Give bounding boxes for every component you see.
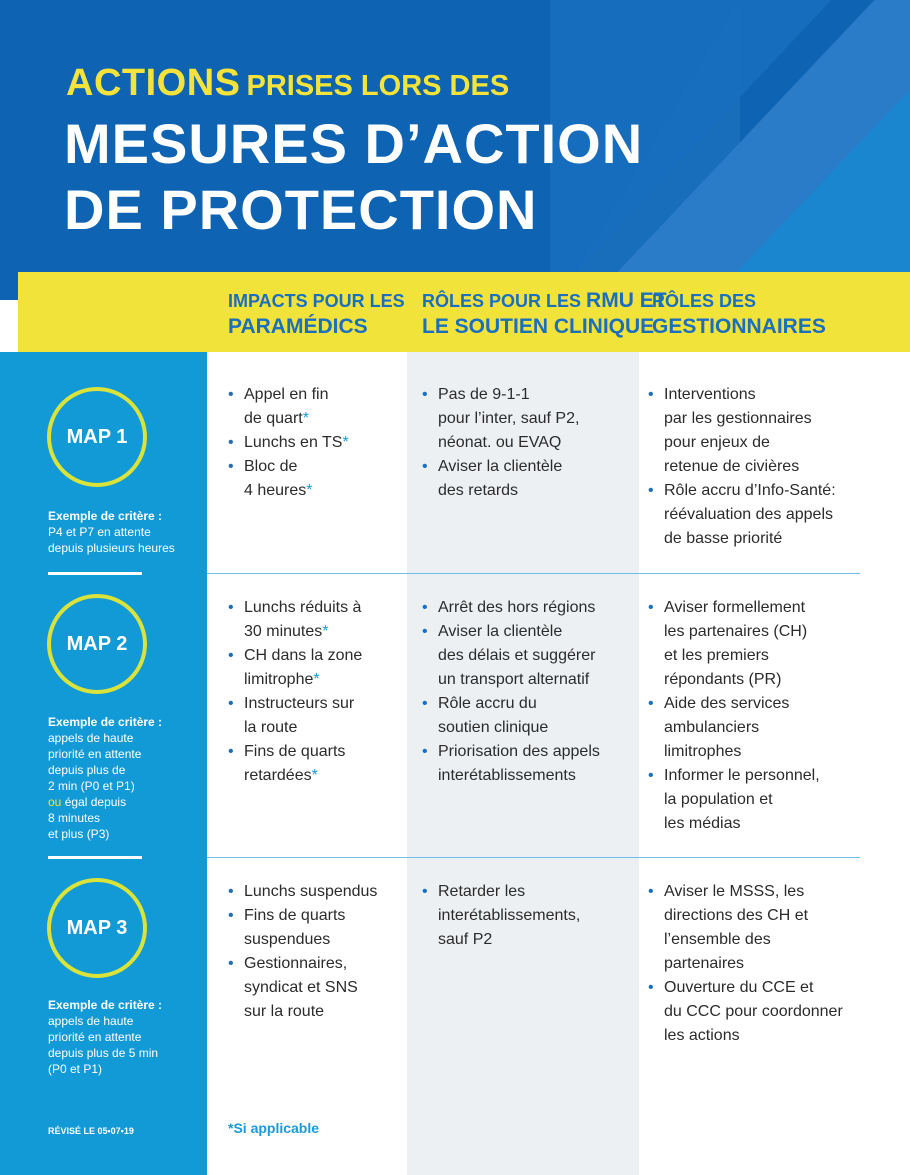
list-item-line: retenue de civières (664, 458, 800, 475)
list-item-line: 30 minutes (244, 623, 323, 640)
list-item-line: Lunchs en TS (244, 434, 343, 451)
list-item-line: un transport alternatif (438, 671, 590, 688)
column-header-line: RÔLES DES (652, 291, 757, 311)
list-item-line: la population et (664, 791, 773, 808)
list-item (228, 596, 398, 644)
list-item-line: • Aviser le MSSS, les (664, 883, 805, 900)
list-item-line: • Priorisation des appels (438, 743, 600, 760)
criteria-line: appels de haute (48, 1014, 134, 1028)
list-item-line: les actions (664, 1027, 740, 1044)
map-2-rmu-list (422, 596, 637, 788)
list-item (648, 976, 903, 1048)
list-item-line: • Rôle accru du (438, 695, 537, 712)
list-item-line: • Fins de quarts (244, 907, 346, 924)
list-item-line: directions des CH et (664, 907, 809, 924)
list-item-line: partenaires (664, 955, 745, 972)
list-item-line: • Arrêt des hors régions (438, 599, 596, 616)
list-item-line: limitrophe (244, 671, 314, 688)
list-item-line: sauf P2 (438, 931, 493, 948)
list-item-line: 4 heures (244, 482, 307, 499)
list-item-line: néonat. ou EVAQ (438, 434, 562, 451)
list-item-line: • CH dans la zone (244, 647, 363, 664)
list-item (648, 479, 898, 551)
asterisk: * (302, 410, 309, 427)
list-item-line: • Rôle accru d’Info-Santé: (664, 482, 836, 499)
map-label: MAP 2 (66, 633, 128, 655)
list-item-line: la route (244, 719, 298, 736)
list-item (228, 904, 403, 952)
list-item-line: • Informer le personnel, (664, 767, 820, 784)
list-item (228, 952, 403, 1024)
list-item-line: suspendues (244, 931, 331, 948)
map-3-paramedics-list (228, 880, 403, 1024)
list-item (648, 383, 898, 479)
list-item (228, 740, 398, 788)
list-item-line: réévaluation des appels (664, 506, 834, 523)
criteria-line: P4 et P7 en attente (48, 525, 151, 539)
list-item-line: sur la route (244, 1003, 325, 1020)
map-3-rmu-list (422, 880, 632, 952)
criteria-line: depuis plusieurs heures (48, 541, 175, 555)
list-item-line: • Retarder les (438, 883, 526, 900)
footnote: *Si applicable (228, 1120, 320, 1136)
list-item-line: de basse priorité (664, 530, 783, 547)
list-item-line: les médias (664, 815, 741, 832)
column-header-line: GESTIONNAIRES (652, 315, 826, 338)
map-2-criteria (48, 714, 162, 842)
list-item (648, 880, 903, 976)
revision-date: RÉVISÉ LE 05•07•19 (48, 1126, 134, 1136)
sidebar-divider (48, 856, 142, 859)
criteria-or-rest: égal depuis (61, 795, 127, 809)
map-label: MAP 1 (66, 426, 128, 448)
column-header-line: PARAMÉDICS (228, 315, 368, 338)
list-item-line: limitrophes (664, 743, 742, 760)
list-item (228, 692, 398, 740)
list-item-line: • Aviser la clientèle (438, 623, 563, 640)
map-1-rmu-list (422, 383, 632, 503)
list-item-line: • Instructeurs sur (244, 695, 355, 712)
list-item-line: • Interventions (664, 386, 756, 403)
list-item-line: interétablissements, (438, 907, 581, 924)
map-2-paramedics-list (228, 596, 398, 788)
column-header-rmu (422, 288, 667, 340)
title-kicker-small: PRISES LORS DES (246, 70, 510, 102)
list-item-line: les partenaires (CH) (664, 623, 808, 640)
criteria-line: 8 minutes (48, 811, 101, 825)
column-header-managers (652, 288, 826, 340)
list-item (422, 455, 632, 503)
list-item-line: des retards (438, 482, 519, 499)
list-item-line: du CCC pour coordonner (664, 1003, 843, 1020)
criteria-line: depuis plus de (48, 763, 126, 777)
list-item-line: • Aviser la clientèle (438, 458, 563, 475)
criteria-line: (P0 et P1) (48, 1062, 103, 1076)
column-header-part: RMU ET (586, 289, 667, 312)
criteria-line: 2 min (P0 et P1) (48, 779, 135, 793)
list-item (228, 644, 398, 692)
list-item-line: • Pas de 9-1-1 (438, 386, 530, 403)
criteria-line: priorité en attente (48, 747, 142, 761)
map-3-managers-list (648, 880, 903, 1048)
list-item-line: • Fins de quarts (244, 743, 346, 760)
header-banner (0, 0, 910, 300)
decor-triangle (710, 90, 910, 300)
list-item-line: et les premiers (664, 647, 769, 664)
list-item-line: • Aviser formellement (664, 599, 806, 616)
asterisk: * (342, 434, 349, 451)
list-item-line: • Gestionnaires, (244, 955, 348, 972)
list-item-line: retardées (244, 767, 312, 784)
map-3-badge (47, 878, 147, 978)
criteria-title: Exemple de critère : (48, 509, 163, 523)
list-item (648, 692, 898, 764)
title-line-1: MESURES D’ACTION (64, 112, 644, 175)
list-item-line: syndicat et SNS (244, 979, 358, 996)
list-item (422, 880, 632, 952)
map-3-criteria (48, 997, 162, 1077)
list-item-line: • Lunchs réduits à (244, 599, 362, 616)
list-item (648, 764, 898, 836)
asterisk: * (313, 671, 320, 688)
list-item-line: pour l’inter, sauf P2, (438, 410, 580, 427)
asterisk: * (306, 482, 313, 499)
criteria-line (48, 794, 162, 810)
map-1-paramedics-list (228, 383, 398, 503)
list-item (422, 740, 637, 788)
map-1-managers-list (648, 383, 898, 551)
list-item (648, 596, 898, 692)
list-item (422, 596, 637, 620)
column-header-paramedics (228, 288, 405, 340)
column-header-line: IMPACTS POUR LES (228, 291, 405, 311)
criteria-or: ou (48, 795, 62, 809)
list-item (228, 880, 403, 904)
list-item-line: des délais et suggérer (438, 647, 596, 664)
criteria-title: Exemple de critère : (48, 715, 163, 729)
map-2-badge (47, 594, 147, 694)
list-item-line: • Ouverture du CCE et (664, 979, 814, 996)
asterisk: * (311, 767, 318, 784)
list-item-line: de quart (244, 410, 303, 427)
list-item (228, 431, 398, 455)
criteria-title: Exemple de critère : (48, 998, 163, 1012)
list-item-line: interétablissements (438, 767, 576, 784)
criteria-line: appels de haute (48, 731, 134, 745)
list-item (228, 455, 398, 503)
criteria-line: priorité en attente (48, 1030, 142, 1044)
map-1-criteria (48, 508, 175, 556)
map-1-badge (47, 387, 147, 487)
list-item-line: • Bloc de (244, 458, 298, 475)
list-item (422, 383, 632, 455)
list-item-line: soutien clinique (438, 719, 549, 736)
asterisk: * (322, 623, 329, 640)
list-item-line: l’ensemble des (664, 931, 771, 948)
column-header-line (422, 288, 667, 314)
list-item-line: répondants (PR) (664, 671, 782, 688)
sidebar-divider (48, 572, 142, 575)
row-divider (207, 573, 860, 574)
list-item (422, 620, 637, 692)
column-header-part: RÔLES POUR LES (422, 291, 587, 311)
list-item (422, 692, 637, 740)
list-item-line: par les gestionnaires (664, 410, 812, 427)
list-item-line: • Appel en fin (244, 386, 329, 403)
list-item-line: • Lunchs suspendus (244, 883, 378, 900)
list-item (228, 383, 398, 431)
criteria-line: et plus (P3) (48, 827, 110, 841)
map-label: MAP 3 (66, 917, 128, 939)
list-item-line: • Aide des services (664, 695, 790, 712)
row-divider (207, 857, 860, 858)
list-item-line: ambulanciers (664, 719, 760, 736)
title-kicker-big: ACTIONS (66, 62, 241, 104)
title-line-2: DE PROTECTION (64, 178, 538, 241)
map-2-managers-list (648, 596, 898, 836)
list-item-line: pour enjeux de (664, 434, 770, 451)
criteria-line: depuis plus de 5 min (48, 1046, 159, 1060)
column-header-line: LE SOUTIEN CLINIQUE (422, 315, 655, 338)
title-kicker (66, 62, 509, 105)
